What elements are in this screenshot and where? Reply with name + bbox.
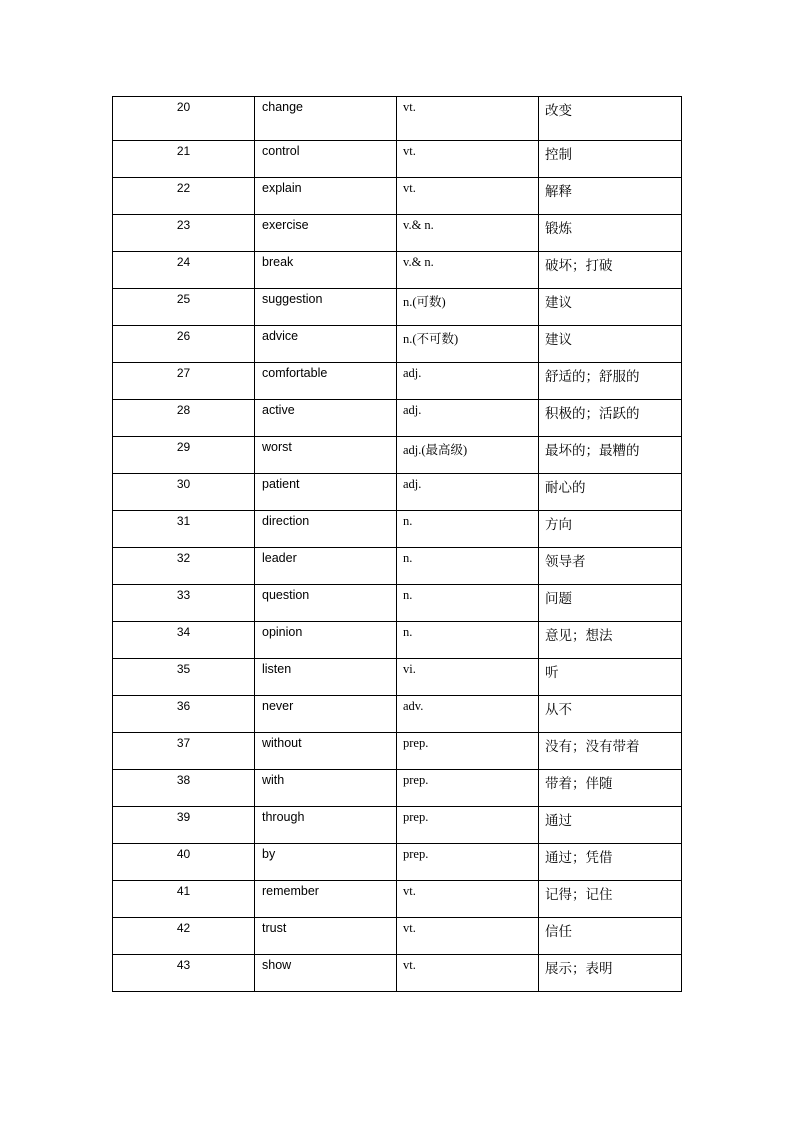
row-number-text: 28 xyxy=(176,403,191,417)
english-word-text: remember xyxy=(262,884,319,898)
chinese-meaning-cell xyxy=(539,696,682,733)
english-word-cell xyxy=(255,437,397,474)
part-of-speech-text: vi. xyxy=(403,662,416,676)
row-number-text: 26 xyxy=(176,329,191,343)
table-row xyxy=(113,696,682,733)
part-of-speech-cell xyxy=(397,252,539,289)
part-of-speech-text: n. xyxy=(403,625,413,639)
chinese-meaning-text: 通过 xyxy=(545,813,572,829)
part-of-speech-text: prep. xyxy=(403,773,429,787)
row-number-text: 25 xyxy=(176,292,191,306)
part-of-speech-text: n.(可数) xyxy=(403,295,446,309)
chinese-meaning-cell xyxy=(539,511,682,548)
part-of-speech-cell xyxy=(397,437,539,474)
chinese-meaning-text: 最坏的；最糟的 xyxy=(545,443,640,459)
english-word-cell xyxy=(255,215,397,252)
row-number-cell xyxy=(113,141,255,178)
english-word-cell xyxy=(255,97,397,141)
english-word-cell xyxy=(255,807,397,844)
part-of-speech-text: vt. xyxy=(403,144,416,158)
part-of-speech-text: vt. xyxy=(403,181,416,195)
chinese-meaning-cell xyxy=(539,141,682,178)
part-of-speech-cell xyxy=(397,844,539,881)
part-of-speech-cell xyxy=(397,141,539,178)
chinese-meaning-cell xyxy=(539,659,682,696)
row-number-cell xyxy=(113,474,255,511)
english-word-cell xyxy=(255,474,397,511)
part-of-speech-cell xyxy=(397,955,539,992)
english-word-text: trust xyxy=(262,921,287,935)
vocabulary-table xyxy=(112,96,682,992)
part-of-speech-text: prep. xyxy=(403,847,429,861)
part-of-speech-cell xyxy=(397,807,539,844)
chinese-meaning-cell xyxy=(539,326,682,363)
chinese-meaning-cell xyxy=(539,97,682,141)
english-word-cell xyxy=(255,400,397,437)
part-of-speech-cell xyxy=(397,733,539,770)
part-of-speech-text: prep. xyxy=(403,736,429,750)
chinese-meaning-cell xyxy=(539,585,682,622)
row-number-text: 20 xyxy=(176,100,191,114)
row-number-text: 24 xyxy=(176,255,191,269)
row-number-text: 42 xyxy=(176,921,191,935)
part-of-speech-text: n. xyxy=(403,551,413,565)
part-of-speech-text: adj. xyxy=(403,403,422,417)
row-number-cell xyxy=(113,548,255,585)
chinese-meaning-text: 听 xyxy=(545,665,559,681)
chinese-meaning-text: 展示；表明 xyxy=(545,961,613,977)
table-row xyxy=(113,474,682,511)
english-word-text: direction xyxy=(262,514,310,528)
english-word-text: show xyxy=(262,958,292,972)
table-row xyxy=(113,326,682,363)
row-number-cell xyxy=(113,97,255,141)
chinese-meaning-text: 建议 xyxy=(545,295,572,311)
chinese-meaning-text: 建议 xyxy=(545,332,572,348)
part-of-speech-cell xyxy=(397,881,539,918)
english-word-text: control xyxy=(262,144,300,158)
chinese-meaning-text: 问题 xyxy=(545,591,572,607)
part-of-speech-text: v.& n. xyxy=(403,218,434,232)
chinese-meaning-cell xyxy=(539,955,682,992)
row-number-cell xyxy=(113,955,255,992)
chinese-meaning-cell xyxy=(539,881,682,918)
english-word-text: by xyxy=(262,847,276,861)
chinese-meaning-cell xyxy=(539,215,682,252)
part-of-speech-cell xyxy=(397,918,539,955)
chinese-meaning-text: 信任 xyxy=(545,924,572,940)
row-number-text: 21 xyxy=(176,144,191,158)
table-row xyxy=(113,97,682,141)
english-word-cell xyxy=(255,659,397,696)
row-number-cell xyxy=(113,585,255,622)
vocabulary-table-body xyxy=(113,97,682,992)
part-of-speech-text: n.(不可数) xyxy=(403,332,459,346)
table-row xyxy=(113,400,682,437)
english-word-text: leader xyxy=(262,551,297,565)
part-of-speech-cell xyxy=(397,178,539,215)
row-number-cell xyxy=(113,437,255,474)
chinese-meaning-cell xyxy=(539,733,682,770)
row-number-text: 35 xyxy=(176,662,191,676)
english-word-text: listen xyxy=(262,662,292,676)
table-row xyxy=(113,585,682,622)
english-word-text: opinion xyxy=(262,625,303,639)
part-of-speech-text: adj.(最高级) xyxy=(403,443,468,457)
part-of-speech-cell xyxy=(397,511,539,548)
table-row xyxy=(113,733,682,770)
part-of-speech-cell xyxy=(397,400,539,437)
english-word-cell xyxy=(255,622,397,659)
english-word-cell xyxy=(255,733,397,770)
chinese-meaning-cell xyxy=(539,622,682,659)
row-number-cell xyxy=(113,733,255,770)
row-number-cell xyxy=(113,400,255,437)
english-word-text: with xyxy=(262,773,285,787)
english-word-text: never xyxy=(262,699,294,713)
chinese-meaning-cell xyxy=(539,400,682,437)
chinese-meaning-text: 通过；凭借 xyxy=(545,850,613,866)
part-of-speech-text: vt. xyxy=(403,921,416,935)
row-number-text: 22 xyxy=(176,181,191,195)
english-word-cell xyxy=(255,141,397,178)
part-of-speech-cell xyxy=(397,548,539,585)
table-row xyxy=(113,511,682,548)
row-number-text: 23 xyxy=(176,218,191,232)
part-of-speech-cell xyxy=(397,659,539,696)
part-of-speech-text: adj. xyxy=(403,366,422,380)
english-word-cell xyxy=(255,252,397,289)
row-number-text: 31 xyxy=(176,514,191,528)
row-number-cell xyxy=(113,363,255,400)
part-of-speech-text: n. xyxy=(403,588,413,602)
row-number-cell xyxy=(113,215,255,252)
english-word-text: through xyxy=(262,810,305,824)
part-of-speech-text: v.& n. xyxy=(403,255,434,269)
english-word-text: break xyxy=(262,255,294,269)
part-of-speech-text: n. xyxy=(403,514,413,528)
row-number-text: 27 xyxy=(176,366,191,380)
chinese-meaning-cell xyxy=(539,548,682,585)
english-word-text: comfortable xyxy=(262,366,328,380)
row-number-text: 38 xyxy=(176,773,191,787)
row-number-cell xyxy=(113,770,255,807)
row-number-cell xyxy=(113,918,255,955)
english-word-cell xyxy=(255,289,397,326)
english-word-text: question xyxy=(262,588,310,602)
row-number-text: 37 xyxy=(176,736,191,750)
chinese-meaning-cell xyxy=(539,252,682,289)
part-of-speech-cell xyxy=(397,363,539,400)
chinese-meaning-cell xyxy=(539,807,682,844)
english-word-cell xyxy=(255,326,397,363)
table-row xyxy=(113,881,682,918)
row-number-cell xyxy=(113,844,255,881)
english-word-cell xyxy=(255,770,397,807)
table-row xyxy=(113,548,682,585)
part-of-speech-cell xyxy=(397,474,539,511)
row-number-text: 43 xyxy=(176,958,191,972)
english-word-text: worst xyxy=(262,440,292,454)
part-of-speech-text: vt. xyxy=(403,884,416,898)
row-number-text: 40 xyxy=(176,847,191,861)
chinese-meaning-text: 解释 xyxy=(545,184,572,200)
chinese-meaning-cell xyxy=(539,363,682,400)
english-word-cell xyxy=(255,844,397,881)
table-row xyxy=(113,622,682,659)
chinese-meaning-cell xyxy=(539,770,682,807)
english-word-cell xyxy=(255,178,397,215)
chinese-meaning-text: 没有；没有带着 xyxy=(545,739,640,755)
english-word-cell xyxy=(255,363,397,400)
chinese-meaning-text: 带着；伴随 xyxy=(545,776,613,792)
row-number-text: 29 xyxy=(176,440,191,454)
chinese-meaning-text: 方向 xyxy=(545,517,572,533)
chinese-meaning-cell xyxy=(539,289,682,326)
english-word-text: active xyxy=(262,403,295,417)
part-of-speech-cell xyxy=(397,326,539,363)
row-number-cell xyxy=(113,881,255,918)
row-number-cell xyxy=(113,326,255,363)
row-number-cell xyxy=(113,807,255,844)
part-of-speech-cell xyxy=(397,97,539,141)
row-number-text: 33 xyxy=(176,588,191,602)
chinese-meaning-cell xyxy=(539,437,682,474)
part-of-speech-text: vt. xyxy=(403,100,416,114)
english-word-text: without xyxy=(262,736,302,750)
table-row xyxy=(113,437,682,474)
chinese-meaning-text: 记得；记住 xyxy=(545,887,613,903)
english-word-text: exercise xyxy=(262,218,309,232)
table-row xyxy=(113,807,682,844)
table-row xyxy=(113,141,682,178)
table-row xyxy=(113,363,682,400)
chinese-meaning-text: 锻炼 xyxy=(545,221,572,237)
english-word-text: change xyxy=(262,100,304,114)
chinese-meaning-text: 从不 xyxy=(545,702,572,718)
chinese-meaning-text: 积极的；活跃的 xyxy=(545,406,640,422)
part-of-speech-cell xyxy=(397,289,539,326)
row-number-text: 39 xyxy=(176,810,191,824)
chinese-meaning-text: 舒适的；舒服的 xyxy=(545,369,640,385)
table-row xyxy=(113,252,682,289)
english-word-cell xyxy=(255,585,397,622)
english-word-cell xyxy=(255,696,397,733)
chinese-meaning-cell xyxy=(539,178,682,215)
row-number-text: 41 xyxy=(176,884,191,898)
table-row xyxy=(113,178,682,215)
chinese-meaning-cell xyxy=(539,918,682,955)
row-number-cell xyxy=(113,622,255,659)
row-number-text: 36 xyxy=(176,699,191,713)
part-of-speech-text: adj. xyxy=(403,477,422,491)
english-word-text: patient xyxy=(262,477,300,491)
row-number-text: 34 xyxy=(176,625,191,639)
part-of-speech-text: vt. xyxy=(403,958,416,972)
chinese-meaning-text: 领导者 xyxy=(545,554,586,570)
part-of-speech-cell xyxy=(397,215,539,252)
english-word-cell xyxy=(255,548,397,585)
table-row xyxy=(113,659,682,696)
part-of-speech-cell xyxy=(397,585,539,622)
english-word-cell xyxy=(255,955,397,992)
row-number-cell xyxy=(113,511,255,548)
chinese-meaning-cell xyxy=(539,844,682,881)
table-row xyxy=(113,955,682,992)
table-row xyxy=(113,770,682,807)
row-number-text: 30 xyxy=(176,477,191,491)
row-number-text: 32 xyxy=(176,551,191,565)
table-row xyxy=(113,289,682,326)
row-number-cell xyxy=(113,252,255,289)
chinese-meaning-text: 意见；想法 xyxy=(545,628,613,644)
chinese-meaning-cell xyxy=(539,474,682,511)
chinese-meaning-text: 控制 xyxy=(545,147,572,163)
english-word-cell xyxy=(255,881,397,918)
part-of-speech-text: adv. xyxy=(403,699,424,713)
english-word-cell xyxy=(255,918,397,955)
part-of-speech-text: prep. xyxy=(403,810,429,824)
english-word-text: advice xyxy=(262,329,299,343)
part-of-speech-cell xyxy=(397,622,539,659)
chinese-meaning-text: 耐心的 xyxy=(545,480,586,496)
table-row xyxy=(113,918,682,955)
part-of-speech-cell xyxy=(397,770,539,807)
chinese-meaning-text: 改变 xyxy=(545,103,572,119)
english-word-cell xyxy=(255,511,397,548)
part-of-speech-cell xyxy=(397,696,539,733)
chinese-meaning-text: 破坏；打破 xyxy=(545,258,613,274)
row-number-cell xyxy=(113,696,255,733)
row-number-cell xyxy=(113,659,255,696)
english-word-text: suggestion xyxy=(262,292,323,306)
row-number-cell xyxy=(113,289,255,326)
table-row xyxy=(113,215,682,252)
row-number-cell xyxy=(113,178,255,215)
english-word-text: explain xyxy=(262,181,302,195)
table-row xyxy=(113,844,682,881)
